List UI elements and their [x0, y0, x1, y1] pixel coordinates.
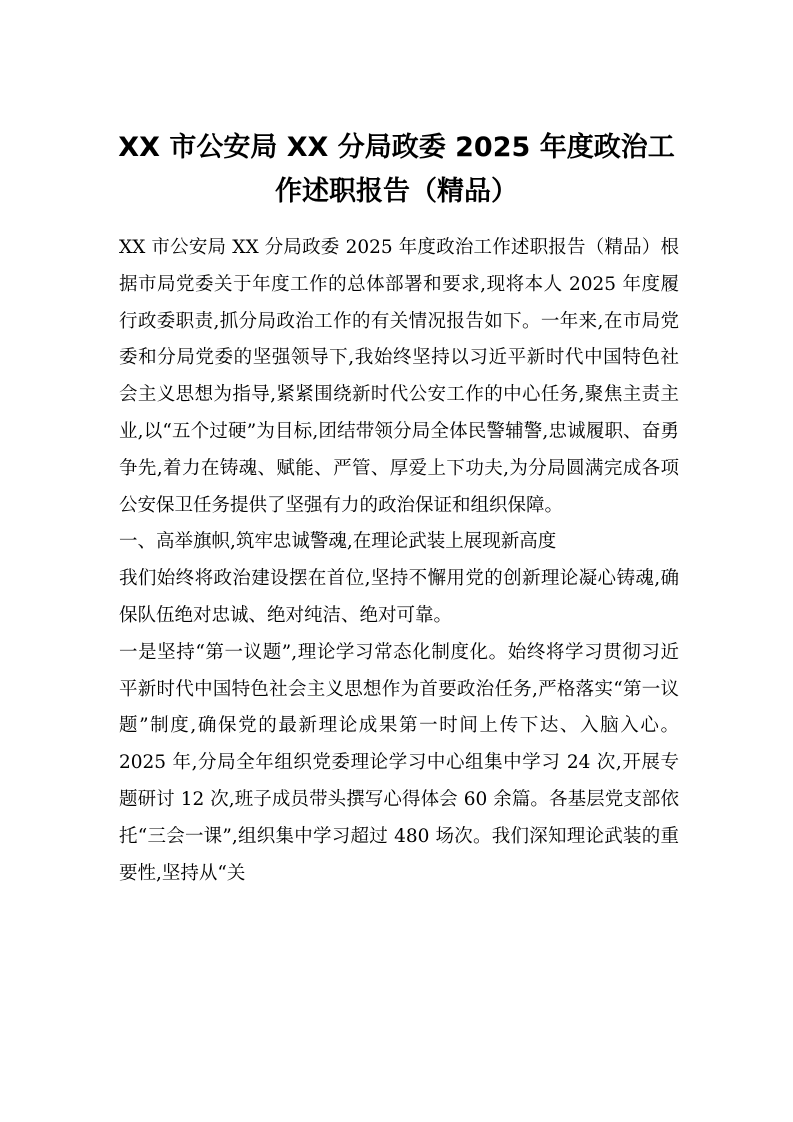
- document-title-line-1: XX 市公安局 XX 分局政委 2025 年度政治工: [118, 132, 675, 163]
- section-heading-1: 一、高举旗帜,筑牢忠诚警魂,在理论武装上展现新高度: [119, 531, 557, 553]
- document-title-line-2: 作述职报告（精品）: [275, 176, 518, 207]
- document-body: [119, 230, 679, 892]
- body-paragraph-section-1-intro: 我们始终将政治建设摆在首位,坚持不懈用党的创新理论凝心铸魂,确保队伍绝对忠诚、绝对纯洁、绝对可靠。: [119, 568, 679, 626]
- body-paragraph-intro: XX 市公安局 XX 分局政委 2025 年度政治工作述职报告（精品）根据市局党委关于年度工作的总体部署和要求,现将本人 2025 年度履行政委职责,抓分局政治工作的有关情况报告如下。一年来,在市局党委和分局党委的坚强领导下,我始终坚持以习近平新时代中国特色社会主义思想为指导,紧紧围绕新时代公安工作的中心任务,聚焦主责主业,以“五个过硬”为目标,团结带领分局全体民警辅警,忠诚履职、奋勇争先,着力在铸魂、赋能、严管、厚爱上下功夫,为分局圆满完成各项公安保卫任务提供了坚强有力的政治保证和组织保障。: [119, 237, 679, 516]
- body-paragraph-first-topic: 一是坚持“第一议题”,理论学习常态化制度化。始终将学习贯彻习近平新时代中国特色社会主义思想作为首要政治任务,严格落实“第一议题”制度,确保党的最新理论成果第一时间上传下达、入脑入心。2025 年,分局全年组织党委理论学习中心组集中学习 24 次,开展专题研讨 12 次,班子成员带头撰写心得体会 60 余篇。各基层党支部依托“三会一课”,组织集中学习超过 480 场次。我们深知理论武装的重要性,坚持从“关: [119, 641, 679, 884]
